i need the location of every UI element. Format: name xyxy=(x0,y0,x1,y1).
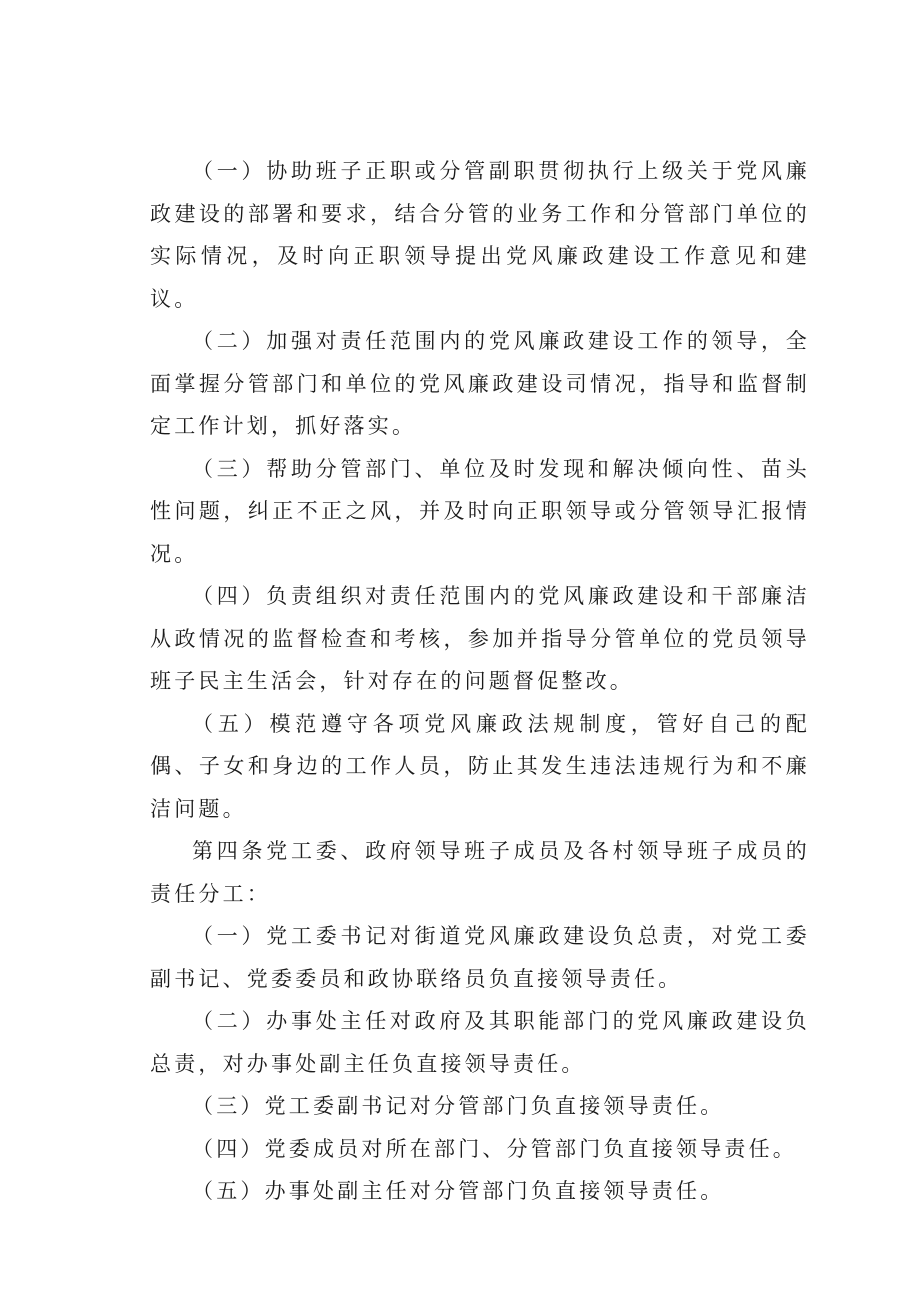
paragraph-division-2: （二）办事处主任对政府及其职能部门的党风廉政建设负总责，对办事处副主任负直接领导责任。 xyxy=(150,1009,810,1076)
paragraph-deputy-duty-5: （五）模范遵守各项党风廉政法规制度，管好自己的配偶、子女和身边的工作人员，防止其发生违法违规行为和不廉洁问题。 xyxy=(150,711,810,821)
paragraph-deputy-duty-1: （一）协助班子正职或分管副职贯彻执行上级关于党风廉政建设的部署和要求，结合分管的业务工作和分管部门单位的实际情况，及时向正职领导提出党风廉政建设工作意见和建议。 xyxy=(150,159,810,311)
document-body xyxy=(150,150,810,1213)
paragraph-division-3: （三）党工委副书记对分管部门负直接领导责任。 xyxy=(192,1094,725,1118)
paragraph-deputy-duty-4: （四）负责组织对责任范围内的党风廉政建设和干部廉洁从政情况的监督检查和考核，参加并指导分管单位的党员领导班子民主生活会，针对存在的问题督促整改。 xyxy=(150,584,810,693)
paragraph-division-5: （五）办事处副主任对分管部门负直接领导责任。 xyxy=(192,1179,725,1203)
paragraph-deputy-duty-3: （三）帮助分管部门、单位及时发现和解决倾向性、苗头性问题，纠正不正之风，并及时向正职领导或分管领导汇报情况。 xyxy=(150,456,810,566)
paragraph-division-4: （四）党委成员对所在部门、分管部门负直接领导责任。 xyxy=(192,1136,797,1161)
paragraph-article-four: 第四条党工委、政府领导班子成员及各村领导班子成员的责任分工： xyxy=(150,839,810,906)
paragraph-division-1: （一）党工委书记对街道党风廉政建设负总责，对党工委副书记、党委委员和政协联络员负直接领导责任。 xyxy=(150,924,810,991)
paragraph-deputy-duty-2: （二）加强对责任范围内的党风廉政建设工作的领导，全面掌握分管部门和单位的党风廉政建设司情况，指导和监督制定工作计划，抓好落实。 xyxy=(150,329,810,438)
